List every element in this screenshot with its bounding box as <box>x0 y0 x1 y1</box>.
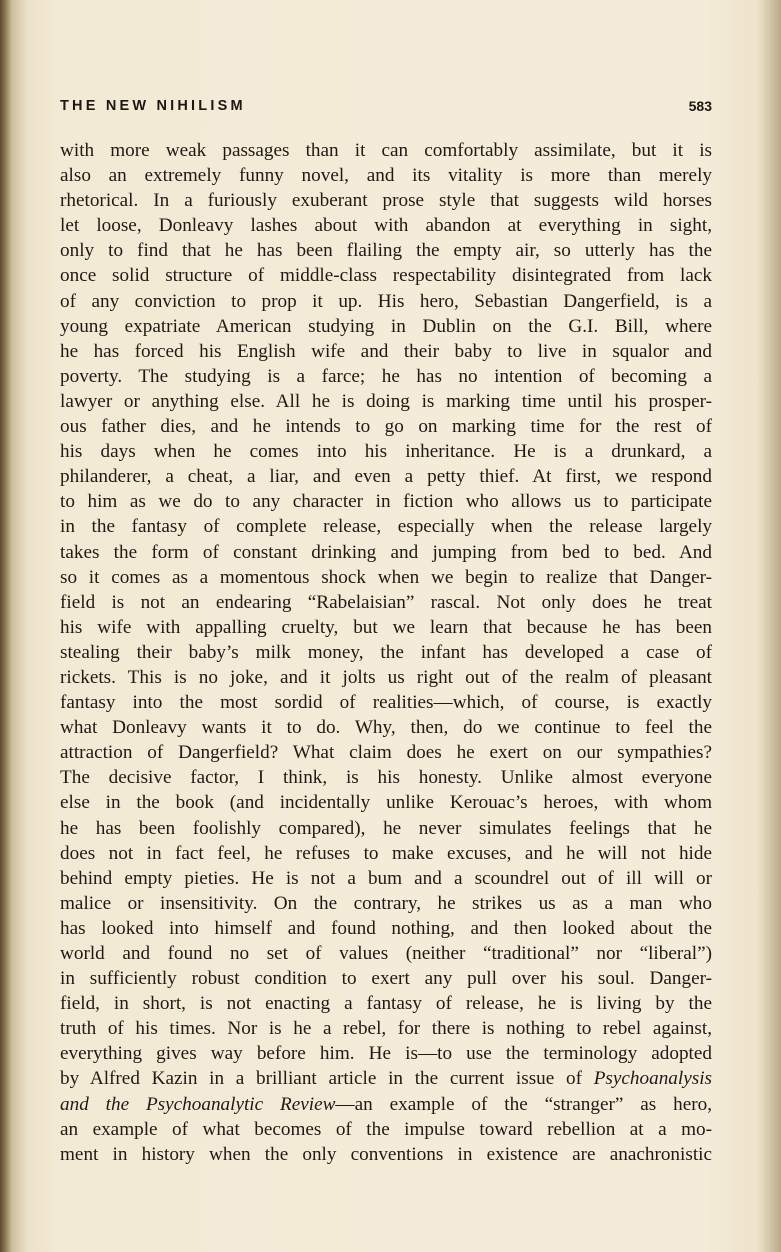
text-line: The decisive factor, I think, is his honesty. Unlike almost everyone <box>60 767 712 789</box>
text-line: poverty. The studying is a farce; he has no intention of becoming a <box>60 365 712 387</box>
text-line: let loose, Donleavy lashes about with abandon at everything in sight, <box>60 215 712 237</box>
text-line: malice or insensitivity. On the contrary, he strikes us as a man who <box>60 892 712 914</box>
text-line: lawyer or anything else. All he is doing is marking time until his prosper- <box>60 390 712 412</box>
text-line: stealing their baby’s milk money, the infant has developed a case of <box>60 641 712 663</box>
text-line: rickets. This is no joke, and it jolts us right out of the realm of pleasant <box>60 666 712 688</box>
text-line: and the Psychoanalytic Review—an example of the “stranger” as hero, <box>60 1093 712 1115</box>
text-line: his wife with appalling cruelty, but we learn that because he has been <box>60 616 712 638</box>
text-line: in sufficiently robust condition to exert any pull over his soul. Danger- <box>60 968 712 990</box>
text-line: so it comes as a momentous shock when we begin to realize that Danger- <box>60 566 712 588</box>
text-line: has looked into himself and found nothing, and then looked about the <box>60 917 712 939</box>
text-line: everything gives way before him. He is—to use the terminology adopted <box>60 1043 712 1065</box>
text-line: else in the book (and incidentally unlike Kerouac’s heroes, with whom <box>60 792 712 814</box>
text-line: with more weak passages than it can comfortably assimilate, but it is <box>60 140 712 161</box>
page-header <box>60 96 712 116</box>
text-line: field, in short, is not enacting a fantasy of release, he is living by the <box>60 993 712 1015</box>
text-line: ment in history when the only conventions in existence are anachronistic <box>60 1143 712 1165</box>
text-line: by Alfred Kazin in a brilliant article in the current issue of Psychoanalysis <box>60 1068 712 1090</box>
text-line: of any conviction to prop it up. His hero, Sebastian Dangerfield, is a <box>60 290 712 312</box>
text-line: once solid structure of middle-class respectability disintegrated from lack <box>60 265 712 287</box>
text-line: rhetorical. In a furiously exuberant prose style that suggests wild horses <box>60 190 712 212</box>
text-line: field is not an endearing “Rabelaisian” rascal. Not only does he treat <box>60 591 712 613</box>
text-line: does not in fact feel, he refuses to make excuses, and he will not hide <box>60 842 712 864</box>
text-line: in the fantasy of complete release, especially when the release largely <box>60 516 712 538</box>
text-line: to him as we do to any character in fiction who allows us to participate <box>60 491 712 513</box>
text-line: fantasy into the most sordid of realities—which, of course, is exactly <box>60 692 712 714</box>
text-line: ous father dies, and he intends to go on marking time for the rest of <box>60 416 712 438</box>
text-line: world and found no set of values (neither “traditional” nor “liberal”) <box>60 943 712 964</box>
text-line: philanderer, a cheat, a liar, and even a petty thief. At first, we respond <box>60 466 712 488</box>
text-line: his days when he comes into his inheritance. He is a drunkard, a <box>60 441 712 463</box>
text-line: he has forced his English wife and their baby to live in squalor and <box>60 340 712 362</box>
journal-title: and the Psychoanalytic Review <box>60 1093 336 1115</box>
text-line: also an extremely funny novel, and its vitality is more than merely <box>60 165 712 187</box>
text-line: behind empty pieties. He is not a bum and a scoundrel out of ill will or <box>60 867 712 889</box>
text-line: young expatriate American studying in Dublin on the G.I. Bill, where <box>60 315 712 337</box>
text-line: an example of what becomes of the impulse toward rebellion at a mo- <box>60 1118 712 1140</box>
text-line: what Donleavy wants it to do. Why, then, do we continue to feel the <box>60 717 712 739</box>
body-text <box>60 138 712 1167</box>
page-number: 583 <box>688 98 712 114</box>
text-line: he has been foolishly compared), he never simulates feelings that he <box>60 817 712 839</box>
text-line: truth of his times. Nor is he a rebel, for there is nothing to rebel against, <box>60 1018 712 1040</box>
text-line: attraction of Dangerfield? What claim does he exert on our sympathies? <box>60 742 712 764</box>
text-line: only to find that he has been flailing the empty air, so utterly has the <box>60 240 712 262</box>
text-line: takes the form of constant drinking and jumping from bed to bed. And <box>60 541 712 563</box>
journal-title: Psychoanalysis <box>593 1068 712 1090</box>
running-head: THE NEW NIHILISM <box>60 98 246 114</box>
